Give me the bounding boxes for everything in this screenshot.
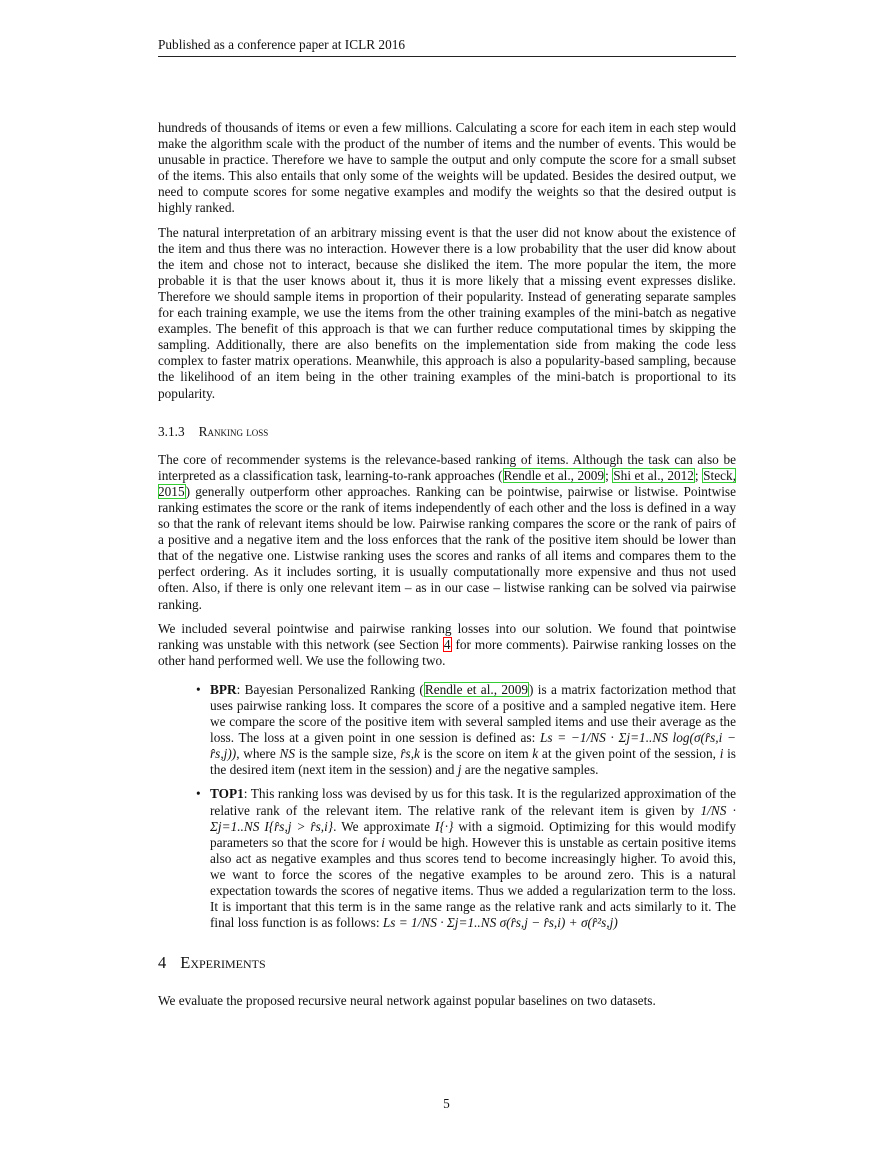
bpr-loss-formula: Ls = −1/NS · Σj=1..NS log(σ(r̂s,i − r̂s,j)): [210, 730, 736, 762]
subsection-heading: [158, 424, 736, 440]
text-run: ;: [605, 467, 613, 483]
text-run: for more comments). Pairwise ranking losses on the other hand performed well. We use the following two.: [158, 636, 736, 668]
text-run: with a sigmoid. Optimizing for this would modify parameters so that the score for: [210, 818, 736, 850]
paragraph-ranking-intro: [158, 452, 736, 613]
term-bpr: BPR: [210, 681, 237, 697]
text-run: are the negative samples.: [461, 762, 599, 778]
text-run: is the desired item (next item in the session) and: [210, 746, 736, 778]
math-rsk: r̂s,k: [400, 746, 420, 762]
text-run: is the sample size,: [295, 746, 401, 762]
loss-list: [158, 682, 736, 931]
paragraph-experiments: We evaluate the proposed recursive neural network against popular baselines on two datasets.: [158, 993, 656, 1009]
subsection-title: Ranking loss: [198, 423, 269, 439]
text-run: : Bayesian Personalized Ranking (: [236, 681, 424, 697]
citation-link[interactable]: Shi et al., 2012: [613, 467, 694, 483]
section-number: 4: [158, 953, 167, 973]
text-run: We included several pointwise and pairwise ranking losses into our solution. We found that pointwise ranking was unstable with this network (see Section: [158, 620, 736, 652]
text-run: ) is a matrix factorization method that uses pairwise ranking loss. It compares the score of a positive and a sampled negative item. Here we compare the score of the positive item with several sampled items and use their average as the loss. The loss at a given point in one session is defined as:: [210, 681, 736, 746]
text-run: ;: [694, 467, 703, 483]
math-i: i: [381, 834, 385, 850]
relative-rank-formula: 1/NS · Σj=1..NS I{r̂s,j > r̂s,i}: [210, 802, 736, 834]
paragraph-negative-sampling: The natural interpretation of an arbitrary missing event is that the user did not know about the existence of the item and thus there was no interaction. However there is a low probability that the user did know about the item and chose not to interact, because she disliked the item. The more popular the item, the more probable it is that the user knows about it, thus it is more likely that a missing event expresses dislike. Therefore we should sample items in proportion of their popularity. Instead of generating separate samples for each training example, we use the items from the other training examples of the mini-batch as negative examples. The benefit of this approach is that we can further reduce computational times by skipping the sampling. Additionally, there are also benefits on the implementation side from making the code less complex to faster matrix operations. Meanwhile, this approach is also a popularity-based sampling, because the likelihood of an item being in the other training examples of the mini-batch is proportional to its popularity.: [158, 224, 736, 401]
list-item-top1: [196, 786, 737, 931]
text-run: would be high. However this is unstable as certain positive items also act as negative examples and thus scores tend to become increasingly higher. To avoid this, we want to force the scores of the negative examples to be around zero. This is a natural expectation towards the scores of negative items. Thus we added a regularization term to the loss. It is important that this term is in the same range as the relative rank and acts similarly to it. The final loss function is as follows:: [210, 834, 737, 931]
text-run: The core of recommender systems is the relevance-based ranking of items. Although the task can also be interpreted as a classification task, learning-to-rank approaches (: [158, 451, 736, 483]
text-run: ) generally outperform other approaches. Ranking can be pointwise, pairwise or listwise. Pointwise ranking estimates the score or the rank of items independently of each other and the loss is defined in a way so that the rank of relevant items should be low. Pairwise ranking compares the score or the rank of pairs of a positive and a negative item and the loss enforces that the rank of the positive item should be lower than that of the negative one. Listwise ranking uses the scores and ranks of all items and compares them to the perfect ordering. As it includes sorting, it is usually computationally more expensive and thus not used often. Also, if there is only one relevant item – as in our case – listwise ranking can be solved via pairwise ranking.: [158, 483, 736, 612]
bullet-icon: •: [196, 681, 201, 697]
term-top1: TOP1: [210, 786, 244, 802]
citation-link[interactable]: Steck, 2015: [158, 467, 736, 499]
section-title: Experiments: [180, 953, 266, 973]
paragraph-ranking-losses: [158, 621, 736, 669]
page-body: [158, 120, 736, 1018]
text-run: : This ranking loss was devised by us for this task. It is the regularized approximation of the relative rank of the relevant item. The relative rank of the relevant item is given by: [210, 786, 736, 818]
math-j: j: [457, 762, 462, 778]
running-header: Published as a conference paper at ICLR 2016: [158, 36, 736, 57]
text-run: . We approximate: [333, 818, 436, 834]
section-ref-link[interactable]: 4: [443, 636, 451, 652]
math-indicator: I{·}: [435, 818, 454, 834]
section-heading: [158, 955, 736, 971]
list-item-bpr: [196, 681, 736, 779]
math-ns: NS: [279, 746, 295, 762]
citation-link[interactable]: Rendle et al., 2009: [503, 467, 605, 483]
text-run: , where: [236, 746, 280, 762]
bullet-icon: •: [196, 786, 201, 802]
text-run: at the given point of the session,: [538, 746, 720, 762]
math-k: k: [532, 746, 539, 762]
text-run: is the score on item: [419, 746, 533, 762]
top1-loss-formula: Ls = 1/NS · Σj=1..NS σ(r̂s,j − r̂s,i) + σ(r̂²s,j): [382, 915, 618, 931]
paragraph-sampling: hundreds of thousands of items or even a few millions. Calculating a score for each item in each step would make the algorithm scale with the product of the number of items and the number of events. This would be unusable in practice. Therefore we have to sample the output and only compute the score for a small subset of the items. This also entails that only some of the weights will be updated. Besides the desired output, we need to compute scores for some negative examples and modify the weights so that the desired output is highly ranked.: [158, 120, 736, 216]
citation-link[interactable]: Rendle et al., 2009: [424, 681, 528, 697]
page-number: 5: [443, 1096, 450, 1111]
math-i: i: [719, 746, 724, 762]
subsection-number: 3.1.3: [158, 423, 185, 439]
